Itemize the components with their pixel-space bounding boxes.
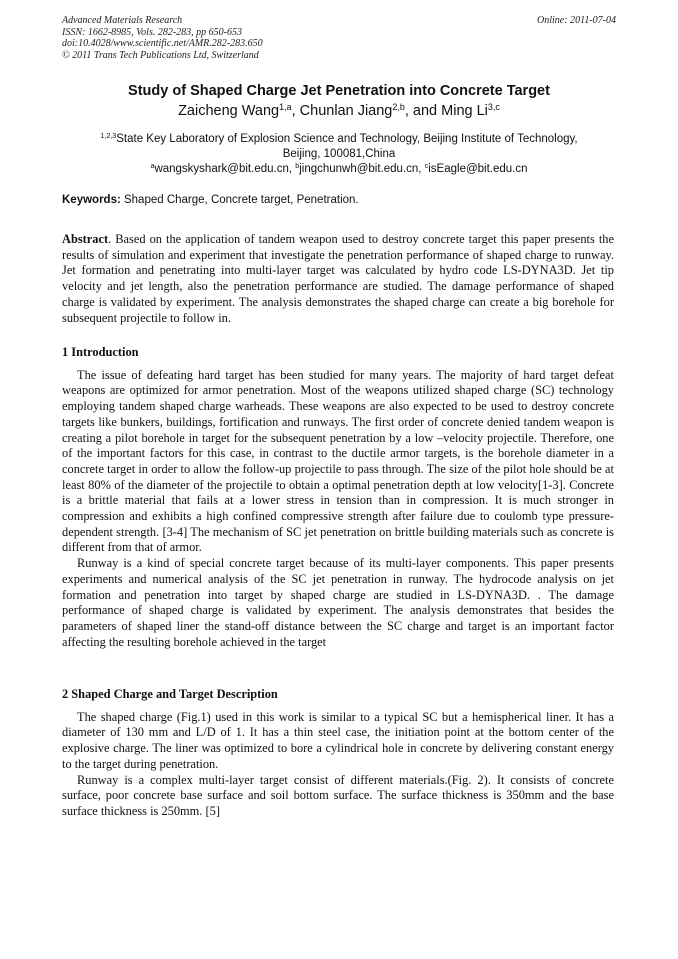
abstract-paragraph [62,232,614,326]
section-1-paragraph-1: The issue of defeating hard target has been studied for many years. The majority of hard target defeat weapons are optimized for armor penetration. Most of the weapons utilized shaped charge (SC) technology employing tandem shaped charge warheads. These weapons are also expected to be used to destroy concrete targets like bunkers, buildings, fortification and runways. The first order of concrete denied tandem weapon is creating a pilot borehole in target for the subsequent penetration by a low –velocity projectile. Therefore, one of the important factors for this case, in contrast to the ductile armor targets, is the borehole diameter in a concrete target in order to allow the follow-up projectile to pass through. The size of the pilot hole should be at least 80% of the diameter of the projectile to obtain a optimal penetration depth at low velocity[1-3]. Concrete is a brittle material that fails at a lower stress in tension than in compression. It is much stronger in compression and exhibits a high confined compressive strength after failure due to coulomb type pressure-dependent strength. [3-4] The mechanism of SC jet penetration on brittle building materials such as concrete is different from that of armor. [62,367,614,555]
section-shaped-charge [62,687,614,820]
abstract-text: . Based on the application of tandem weapon used to destroy concrete target this paper presents the results of simulation and experiment that investigate the penetration performance of shaped charge to runway. Jet formation and penetrating into multi-layer target was calculated by hydro code LS-DYNA3D. Jet tip velocity and jet length, also the penetration performance are studied. The damage performance of shaped charge is validated by experiment. The analysis demonstrates the shaped charge can create a big borehole for subsequent projectile to follow in. [62,232,614,325]
keywords [62,194,616,206]
journal-header [62,15,616,61]
email-c: isEagle@bit.edu.cn [428,163,528,175]
author-3-sup: 3,c [487,102,500,113]
section-2-paragraph-1: The shaped charge (Fig.1) used in this work is similar to a typical SC but a hemispherical liner. It has a diameter of 130 mm and L/D of 1. It has a thin steel case, the initiation point at the bottom center of the explosive charge. The liner was optimized to bore a cylindrical hole in concrete by delivering constant energy to the target during penetration. [62,709,614,771]
section-2-heading: 2 Shaped Charge and Target Description [62,687,278,701]
author-3: , and Ming Li [404,103,488,119]
doi-line: doi:10.4028/www.scientific.net/AMR.282-283.650 [62,38,263,49]
email-line [62,162,616,177]
section-2-paragraph-2: Runway is a complex multi-layer target consist of different materials.(Fig. 2). It consists of concrete surface, poor concrete base surface and soil bottom surface. The surface thickness is 350mm and the base surface thickness is 250mm. [5] [62,772,614,818]
affiliation-sup: 1,2,3 [100,132,117,141]
keywords-text: Shaped Charge, Concrete target, Penetration. [120,194,359,206]
affiliation-text-1: State Key Laboratory of Explosion Science and Technology, Beijing Institute of Technology, [116,133,578,145]
affiliation [62,132,616,177]
section-1-heading: 1 Introduction [62,345,139,359]
section-introduction [62,345,614,650]
author-1-sup: 1,a [279,102,292,113]
issn-line: ISSN: 1662-8985, Vols. 282-283, pp 650-653 [62,26,242,38]
abstract [62,232,614,326]
affiliation-line-1 [62,132,616,147]
email-a-sup: a [150,162,155,171]
paper-title: Study of Shaped Charge Jet Penetration into Concrete Target [128,83,550,99]
author-2-sup: 2,b [392,102,405,113]
email-b-sup: b [295,162,300,171]
copyright-line: © 2011 Trans Tech Publications Ltd, Switzerland [62,49,259,61]
affiliation-line-2: Beijing, 100081,China [282,148,396,160]
online-date: Online: 2011-07-04 [537,15,616,26]
email-b: jingchunwh@bit.edu.cn, [299,163,425,175]
email-a: wangskyshark@bit.edu.cn, [154,163,296,175]
section-1-paragraph-2: Runway is a kind of special concrete target because of its multi-layer components. This paper presents experiments and numerical analysis of the SC jet penetration in runway. The hydrocode analysis on jet formation and penetration into target by shaped charge are studied in LS-DYNA3D. . The damage performance of shaped charge is validated by experiment. The analysis demonstrates that besides the parameters of shaped liner the stand-off distance between the SC charge and target is an important factor affecting the resulting borehole achieved in the target [62,556,614,649]
author-list [62,103,616,119]
email-c-sup: c [424,162,429,171]
author-2: , Chunlan Jiang [291,103,393,119]
journal-name: Advanced Materials Research [62,15,183,26]
abstract-label: Abstract [62,232,109,246]
author-1: Zaicheng Wang [178,103,280,119]
keywords-label: Keywords: [62,194,121,206]
